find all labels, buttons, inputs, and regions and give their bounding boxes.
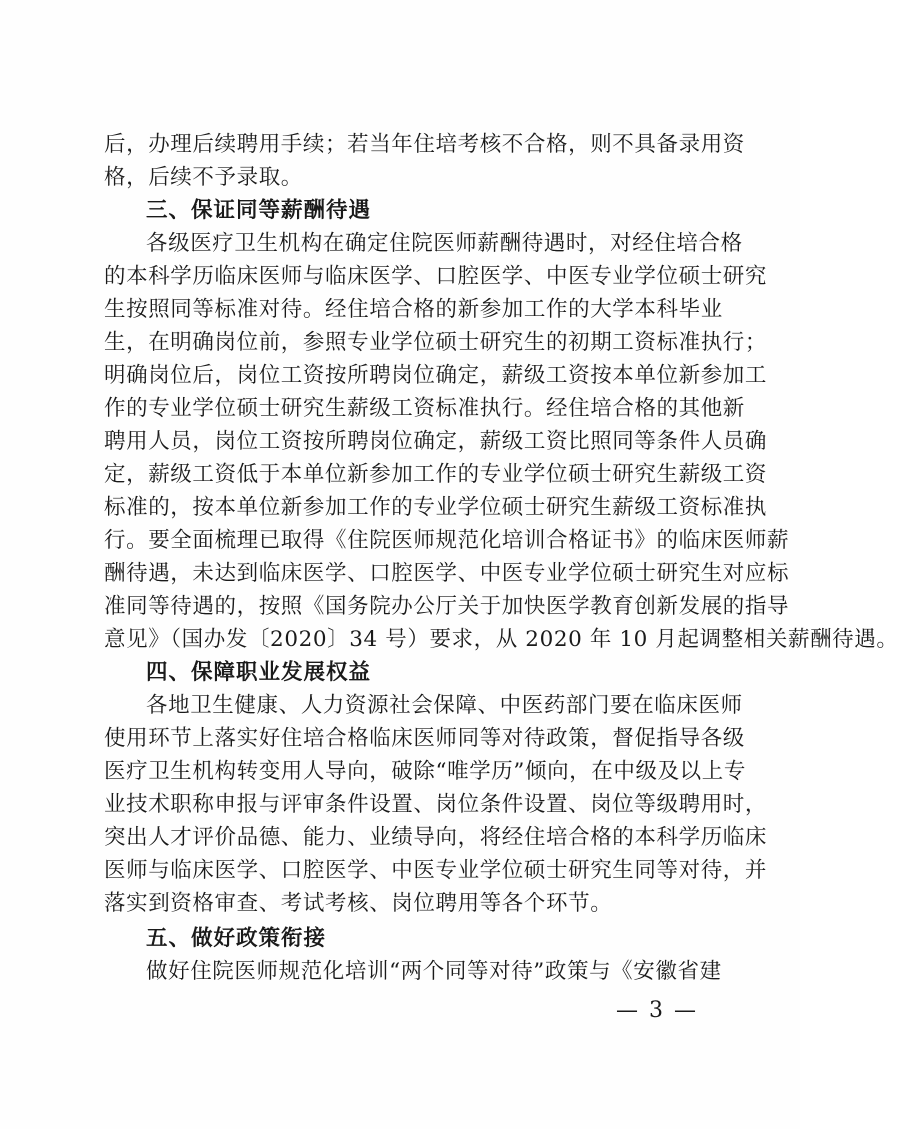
section-heading-4: 四、保障职业发展权益: [146, 660, 372, 685]
body-text-line: 标准的，按本单位新参加工作的专业学位硕士研究生薪级工资标准执: [104, 495, 768, 520]
body-text-line: 聘用人员，岗位工资按所聘岗位确定，薪级工资比照同等条件人员确: [104, 429, 768, 454]
body-text-line: 突出人才评价品德、能力、业绩导向，将经住培合格的本科学历临床: [104, 825, 768, 850]
body-text-line: 落实到资格审查、考试考核、岗位聘用等各个环节。: [104, 891, 613, 916]
body-text-line: 作的专业学位硕士研究生薪级工资标准执行。经住培合格的其他新: [104, 396, 745, 421]
body-text-line: 后，办理后续聘用手续；若当年住培考核不合格，则不具备录用资: [104, 132, 745, 157]
body-text-line: 准同等待遇的，按照《国务院办公厅关于加快医学教育创新发展的指导: [104, 594, 790, 619]
body-text-line: 各地卫生健康、人力资源社会保障、中医药部门要在临床医师: [146, 693, 743, 718]
body-text-line: 医师与临床医学、口腔医学、中医专业学位硕士研究生同等对待，并: [104, 858, 768, 883]
section-heading-3: 三、保证同等薪酬待遇: [146, 198, 372, 223]
body-text-line: 使用环节上落实好住培合格临床医师同等对待政策，督促指导各级: [104, 726, 745, 751]
body-text-line: 做好住院医师规范化培训“两个同等对待”政策与《安徽省建: [146, 959, 722, 984]
body-text-line: 格，后续不予录取。: [104, 165, 303, 190]
body-text-line: 生按照同等标准对待。经住培合格的新参加工作的大学本科毕业: [104, 297, 723, 322]
body-text-line: 生，在明确岗位前，参照专业学位硕士研究生的初期工资标准执行；: [104, 330, 768, 355]
body-text-line: 明确岗位后，岗位工资按所聘岗位确定，薪级工资按本单位新参加工: [104, 363, 768, 388]
body-text-line: 各级医疗卫生机构在确定住院医师薪酬待遇时，对经住培合格: [146, 231, 743, 256]
body-text-line: 业技术职称申报与评审条件设置、岗位条件设置、岗位等级聘用时，: [104, 792, 768, 817]
body-text-line: 意见》（国办发〔2020〕34 号）要求，从 2020 年 10 月起调整相关薪酬待遇。: [104, 627, 898, 652]
section-heading-5: 五、做好政策衔接: [146, 926, 327, 951]
body-text-line: 定，薪级工资低于本单位新参加工作的专业学位硕士研究生薪级工资: [104, 462, 768, 487]
body-text-line: 医疗卫生机构转变用人导向，破除“唯学历”倾向，在中级及以上专: [104, 759, 746, 784]
body-text-line: 酬待遇，未达到临床医学、口腔医学、中医专业学位硕士研究生对应标: [104, 561, 790, 586]
page-number: — 3 —: [616, 998, 698, 1023]
body-text-line: 行。要全面梳理已取得《住院医师规范化培训合格证书》的临床医师薪: [104, 528, 790, 553]
body-text-line: 的本科学历临床医师与临床医学、口腔医学、中医专业学位硕士研究: [104, 264, 768, 289]
